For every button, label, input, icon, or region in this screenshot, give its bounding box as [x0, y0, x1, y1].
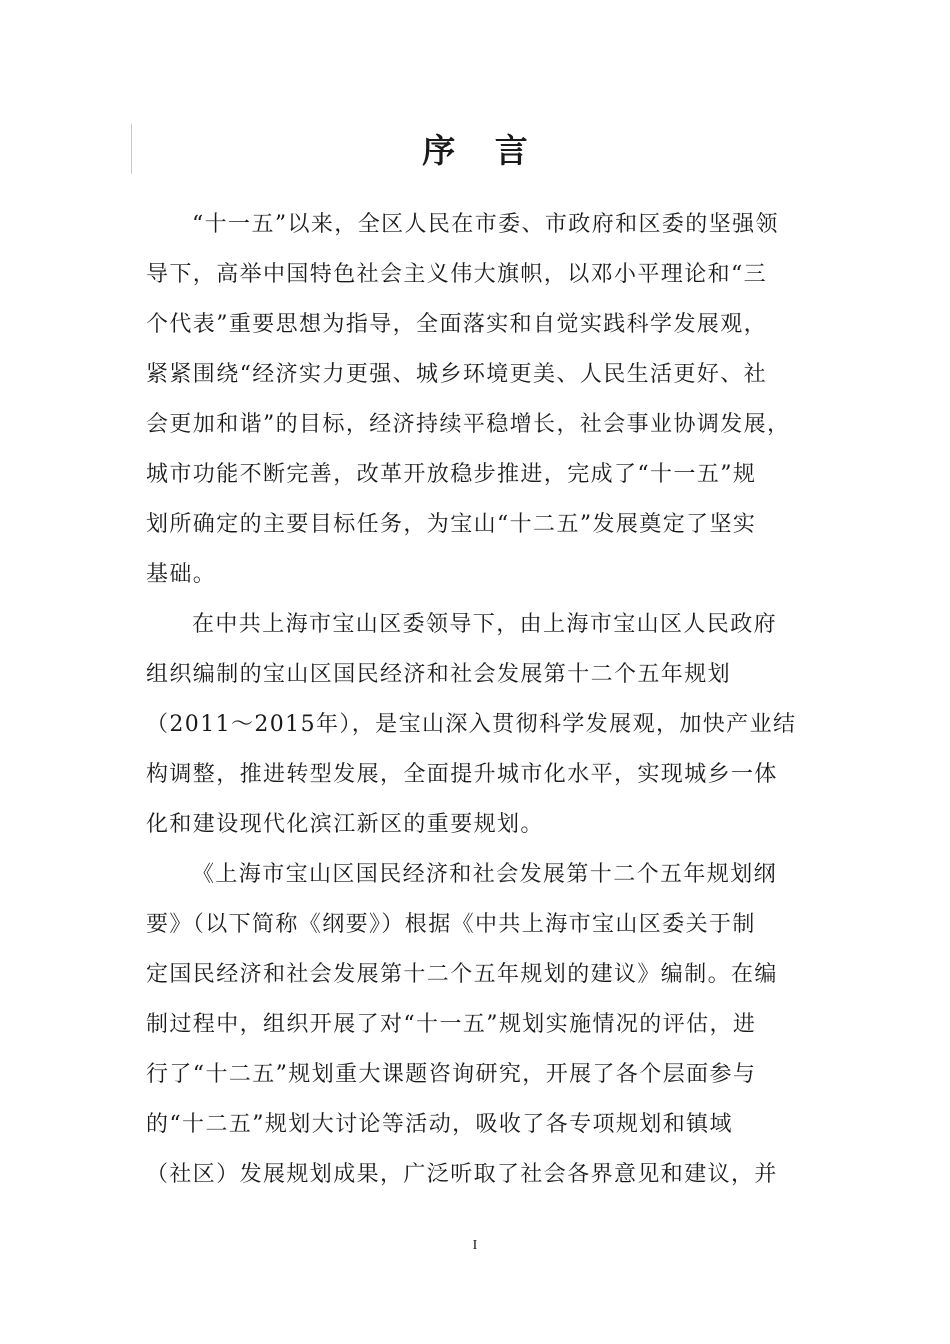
paragraph-2 — [146, 600, 806, 850]
text-line: 行了“十二五”规划重大课题咨询研究，开展了各个层面参与 — [146, 1062, 757, 1087]
text-line: 个代表”重要思想为指导，全面落实和自觉实践科学发展观， — [146, 312, 768, 337]
text-line: 划所确定的主要目标任务，为宝山“十二五”发展奠定了坚实 — [146, 512, 757, 537]
text-line: 导下，高举中国特色社会主义伟大旗帜，以邓小平理论和“三 — [146, 262, 768, 287]
text-line: 的“十二五”规划大讨论等活动，吸收了各专项规划和镇域 — [146, 1112, 733, 1137]
page-number: I — [472, 1238, 478, 1253]
text-line: 构调整，推进转型发展，全面提升城市化水平，实现城乡一体 — [146, 762, 778, 787]
text-line: 制过程中，组织开展了对“十一五”规划实施情况的评估，进 — [146, 1012, 757, 1037]
text-line: 紧紧围绕“经济实力更强、城乡环境更美、人民生活更好、社 — [146, 362, 768, 387]
page-title: 序 言 — [422, 131, 542, 170]
text-line: 要》（以下简称《纲要》）根据《中共上海市宝山区委关于制 — [146, 912, 756, 937]
text-line: 组织编制的宝山区国民经济和社会发展第十二个五年规划 — [146, 662, 732, 687]
text-line: 基础。 — [146, 562, 217, 587]
text-line: （2011～2015年），是宝山深入贯彻科学发展观，加快产业结 — [146, 712, 797, 737]
text-line: 城市功能不断完善，改革开放稳步推进，完成了“十一五”规 — [146, 462, 757, 487]
text-line: 在中共上海市宝山区委领导下，由上海市宝山区人民政府 — [192, 612, 778, 637]
text-line: 化和建设现代化滨江新区的重要规划。 — [146, 812, 544, 837]
text-line: （社区）发展规划成果，广泛听取了社会各界意见和建议，并 — [146, 1162, 778, 1187]
paragraph-3 — [146, 850, 806, 1200]
document-body — [146, 200, 806, 1200]
text-line: 会更加和谐”的目标，经济持续平稳增长，社会事业协调发展， — [146, 412, 791, 437]
text-line: “十一五”以来，全区人民在市委、市政府和区委的坚强领 — [192, 212, 779, 237]
paragraph-1 — [146, 200, 806, 600]
text-line: 定国民经济和社会发展第十二个五年规划的建议》编制。在编 — [146, 962, 778, 987]
text-line: 《上海市宝山区国民经济和社会发展第十二个五年规划纲 — [192, 862, 778, 887]
